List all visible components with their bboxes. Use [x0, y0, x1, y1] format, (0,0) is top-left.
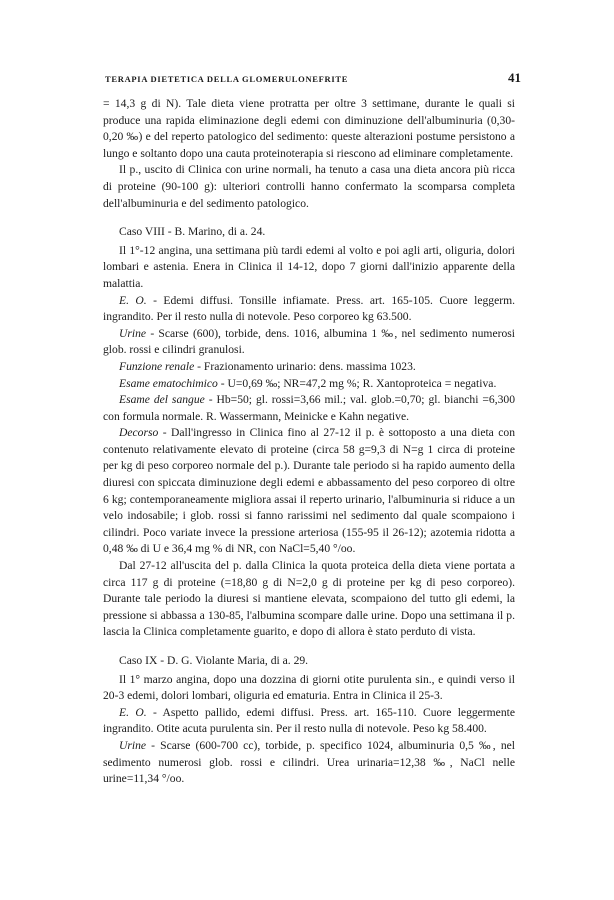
- paragraph: Il 1°-12 angina, una settimana più tardi edemi al volto e poi agli arti, oliguria, dolori lombari e astenia. Enera in Clinica il 14-12, dopo 7 giorni dall'inizio apparente della malattia.: [103, 243, 515, 290]
- section-label: Funzione renale: [119, 359, 195, 373]
- section-label: E. O.: [119, 293, 147, 307]
- case-heading: Caso VIII - B. Marino, di a. 24.: [119, 225, 266, 239]
- paragraph: Esame ematochimico - U=0,69 ‰; NR=47,2 mg %; R. Xantoproteica = negativa.: [119, 376, 497, 390]
- paragraph: Dal 27-12 all'uscita del p. dalla Clinica la quota proteica della dieta viene portata a circa 117 g di proteine (=18,80 g di N=2,0 g di proteine per kg di peso corporeo). Durante tale periodo la diuresi si mantiene elevata, scompaiono del tutto gli edemi, la pressione si abbassa a 130-85, l'albumina scompare dalle urine. Dopo una settimana il p. lascia la Clinica completamente guarito, e dopo di allora è stato perduto di vista.: [103, 559, 515, 639]
- section-label: Urine: [119, 326, 147, 340]
- section-label: Urine: [119, 738, 147, 752]
- running-title: TERAPIA DIETETICA DELLA GLOMERULONEFRITE: [105, 74, 349, 84]
- body-text: [103, 96, 515, 788]
- paragraph: Il 1° marzo angina, dopo una dozzina di giorni otite purulenta sin., e quindi verso il 20-3 edemi, dolori lombari, oliguria ed ematuria. Entra in Clinica il 25-3.: [103, 672, 515, 703]
- paragraph: Funzione renale - Frazionamento urinario: dens. massima 1023.: [119, 359, 416, 373]
- section-label: Esame ematochimico: [119, 376, 218, 390]
- section-label: Decorso: [119, 426, 159, 440]
- section-label: Esame del sangue: [119, 393, 205, 407]
- paragraph: Decorso - Dall'ingresso in Clinica fino al 27-12 il p. è sottoposto a una dieta con contenuto relativamente elevato di proteine (circa 58 g=9,3 di N=g 1 circa di proteine per kg di peso corporeo normale del p.). Durante tale periodo si ha rapido aumento della diuresi con spiccata diminuzione degli edemi e abbassamento del peso corporeo di oltre 6 kg; contemporaneamente migliora assai il reperto urinario, l'albuminuria si riduce a un velo indosabile; i glob. rossi si fanno rarissimi nel sedimento dal quale scompaiono i cilindri. Poco variate invece la pressione arteriosa (155-95 il 26-12); azotemia ridotta a 0,48 ‰ di U e 36,4 mg % di NR, con NaCl=5,40 °/oo.: [103, 426, 515, 556]
- paragraph: Il p., uscito di Clinica con urine normali, ha tenuto a casa una dieta ancora più ricca di proteine (90-100 g): ulteriori controlli hanno confermato la scomparsa completa dell'albuminuria e del sedimento patologico.: [103, 163, 515, 210]
- paragraph: E. O. - Aspetto pallido, edemi diffusi. Press. art. 165-110. Cuore leggermente ingrandito. Otite acuta purulenta sin. Per il resto nulla di notevole. Peso kg 58.400.: [103, 705, 515, 736]
- section-label: E. O.: [119, 705, 147, 719]
- paragraph: Urine - Scarse (600-700 cc), torbide, p. specifico 1024, albuminuria 0,5 ‰, nel sedimento numerosi glob. rossi e cilindri. Urea urinaria=12,38 ‰, NaCl nelle urine=11,34 °/oo.: [103, 738, 515, 786]
- paragraph: = 14,3 g di N). Tale dieta viene protratta per oltre 3 settimane, durante le quali si produce una rapida eliminazione degli edemi con diminuzione dell'albuminuria (0,30-0,20 ‰) e del reperto patologico del sedimento: queste alterazioni postume persistono a lungo e soltanto dopo una cauta proteinoterapia si riescono ad eliminare completamente.: [103, 97, 515, 160]
- case-heading: Caso IX - D. G. Violante Maria, di a. 29.: [119, 654, 309, 667]
- paragraph: E. O. - Edemi diffusi. Tonsille infiamate. Press. art. 165-105. Cuore leggerm. ingrandito. Per il resto nulla di notevole. Peso corporeo kg 63.500.: [103, 293, 515, 324]
- paragraph: Urine - Scarse (600), torbide, dens. 1016, albumina 1 ‰, nel sedimento numerosi glob. rossi e cilindri granulosi.: [103, 326, 515, 357]
- paragraph: Esame del sangue - Hb=50; gl. rossi=3,66 mil.; val. glob.=0,70; gl. bianchi =6,300 con formula normale. R. Wassermann, Meinicke e Kahn negative.: [103, 393, 515, 423]
- page-number: 41: [508, 70, 521, 85]
- page-header: [105, 70, 521, 86]
